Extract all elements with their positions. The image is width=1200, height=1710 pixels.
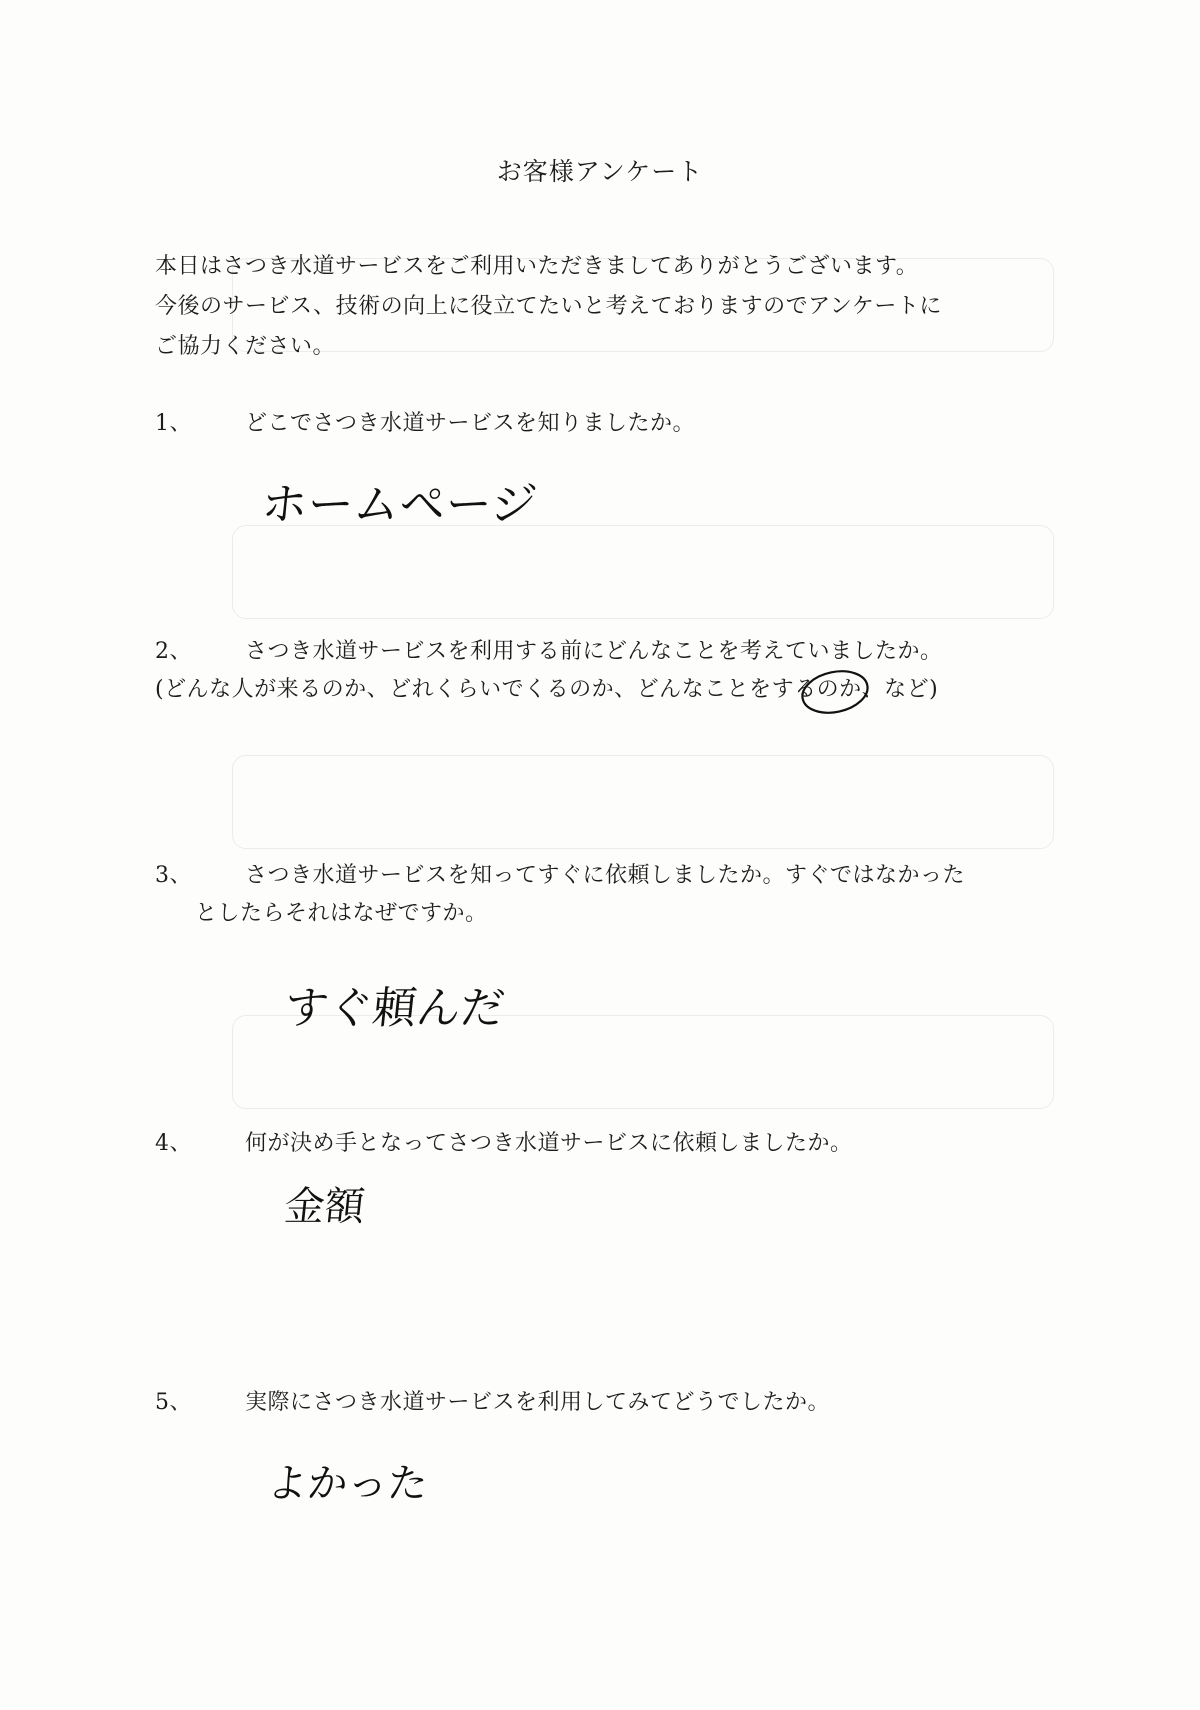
handwritten-answer-4: 金額 [282,1184,368,1230]
intro-line: 本日はさつき水道サービスをご利用いただきましてありがとうございます。 [155,254,919,279]
intro-line: 今後のサービス、技術の向上に役立てたいと考えておりますのでアンケートに [155,294,942,319]
intro-text [155,247,1075,367]
ghost-box [232,525,1054,619]
question-text: さつき水道サービスを知ってすぐに依頼しましたか。すぐではなかった [245,863,966,888]
question-number: 5、 [155,1390,192,1415]
handwritten-answer-1: ホームページ [258,477,540,531]
handwritten-circle-mark [795,662,875,722]
question-number: 1、 [155,411,192,436]
question-text: さつき水道サービスを利用する前にどんなことを考えていましたか。 [245,639,943,664]
question-subtext: (どんな人が来るのか、どれくらいでくるのか、どんなことをするのか、など) [155,677,939,702]
question-text: 実際にさつき水道サービスを利用してみてどうでしたか。 [245,1390,831,1415]
intro-line: ご協力ください。 [155,334,336,359]
question-number: 3、 [155,863,192,888]
question-number: 4、 [155,1131,192,1156]
handwritten-answer-3: すぐ頼んだ [281,983,508,1034]
question-continuation: としたらそれはなぜですか。 [195,901,488,926]
page-title: お客様アンケート [496,157,704,186]
ghost-box [232,755,1054,849]
question-text: 何が決め手となってさつき水道サービスに依頼しましたか。 [245,1131,853,1156]
question-text: どこでさつき水道サービスを知りましたか。 [245,411,696,436]
handwritten-answer-5: よかった [265,1461,431,1507]
question-number: 2、 [155,639,192,664]
